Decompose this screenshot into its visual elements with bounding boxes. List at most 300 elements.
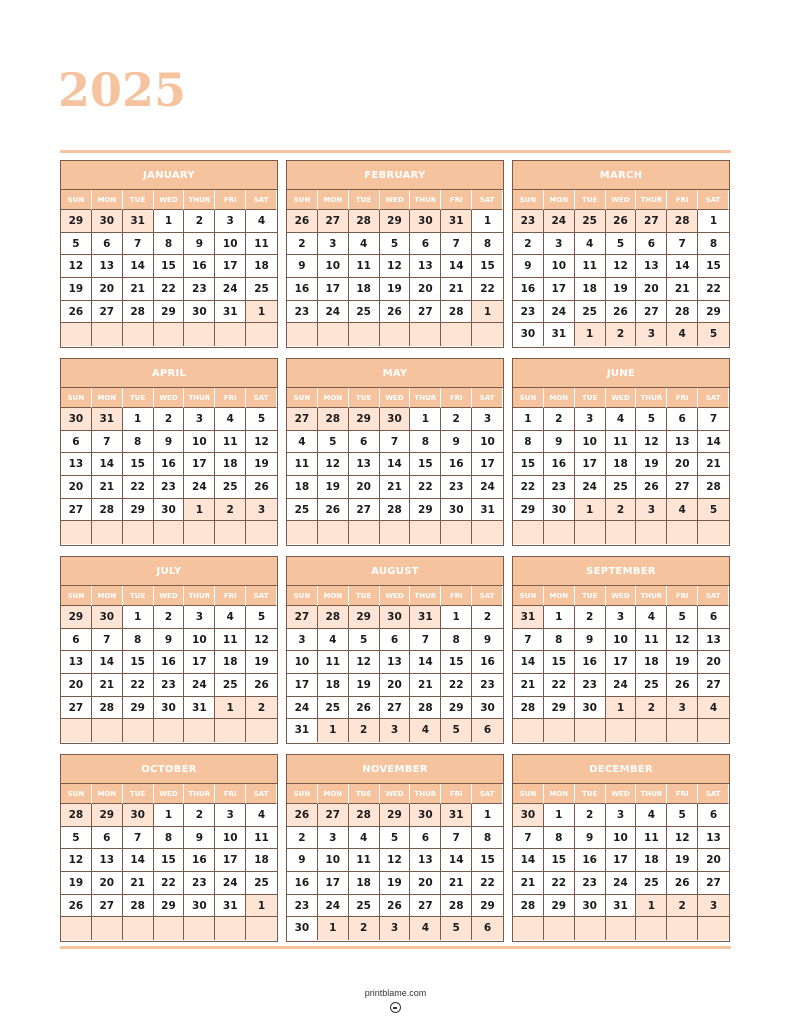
year-title: 2025 bbox=[58, 63, 187, 117]
day-cell: 28 bbox=[698, 476, 729, 499]
day-cell: 29 bbox=[513, 499, 544, 522]
weekday-header: SAT bbox=[246, 586, 277, 606]
day-grid bbox=[287, 388, 503, 544]
day-cell: 11 bbox=[246, 233, 277, 256]
day-cell: 14 bbox=[513, 849, 544, 872]
day-cell: 18 bbox=[246, 849, 277, 872]
month-title: APRIL bbox=[61, 359, 277, 388]
adjacent-month-day: 29 bbox=[349, 606, 380, 629]
day-cell: 24 bbox=[184, 674, 215, 697]
day-cell: 2 bbox=[287, 233, 318, 256]
day-cell: 2 bbox=[575, 606, 606, 629]
empty-cell bbox=[513, 917, 544, 940]
day-grid bbox=[61, 190, 277, 346]
day-cell: 20 bbox=[410, 872, 441, 895]
day-cell: 3 bbox=[318, 827, 349, 850]
adjacent-month-day: 3 bbox=[636, 323, 667, 346]
day-cell: 20 bbox=[698, 849, 729, 872]
day-cell: 9 bbox=[287, 255, 318, 278]
day-cell: 16 bbox=[154, 453, 185, 476]
empty-cell bbox=[698, 521, 729, 544]
adjacent-month-day: 1 bbox=[636, 895, 667, 918]
empty-cell bbox=[61, 917, 92, 940]
day-cell: 31 bbox=[606, 895, 637, 918]
day-cell: 3 bbox=[287, 629, 318, 652]
weekday-header: WED bbox=[606, 190, 637, 210]
day-cell: 19 bbox=[667, 651, 698, 674]
day-cell: 18 bbox=[606, 453, 637, 476]
month-title: AUGUST bbox=[287, 557, 503, 586]
day-cell: 30 bbox=[472, 697, 503, 720]
month-title: NOVEMBER bbox=[287, 755, 503, 784]
day-cell: 23 bbox=[154, 674, 185, 697]
day-cell: 26 bbox=[636, 476, 667, 499]
day-cell: 12 bbox=[636, 431, 667, 454]
empty-cell bbox=[698, 719, 729, 742]
day-cell: 14 bbox=[123, 255, 154, 278]
day-cell: 27 bbox=[380, 697, 411, 720]
day-cell: 15 bbox=[472, 255, 503, 278]
day-cell: 6 bbox=[92, 827, 123, 850]
adjacent-month-day: 31 bbox=[123, 210, 154, 233]
day-cell: 8 bbox=[472, 827, 503, 850]
weekday-header: SAT bbox=[246, 784, 277, 804]
weekday-header: TUE bbox=[349, 388, 380, 408]
adjacent-month-day: 5 bbox=[441, 719, 472, 742]
month-april bbox=[60, 358, 278, 546]
day-cell: 16 bbox=[513, 278, 544, 301]
empty-cell bbox=[636, 719, 667, 742]
day-cell: 8 bbox=[544, 827, 575, 850]
day-cell: 28 bbox=[410, 697, 441, 720]
day-cell: 19 bbox=[606, 278, 637, 301]
weekday-header: TUE bbox=[123, 388, 154, 408]
day-cell: 26 bbox=[667, 674, 698, 697]
day-cell: 8 bbox=[698, 233, 729, 256]
day-cell: 16 bbox=[184, 849, 215, 872]
empty-cell bbox=[246, 521, 277, 544]
day-cell: 3 bbox=[318, 233, 349, 256]
day-cell: 27 bbox=[349, 499, 380, 522]
weekday-header: TUE bbox=[123, 784, 154, 804]
day-cell: 24 bbox=[606, 872, 637, 895]
day-cell: 7 bbox=[380, 431, 411, 454]
day-cell: 18 bbox=[318, 674, 349, 697]
day-cell: 7 bbox=[92, 629, 123, 652]
adjacent-month-day: 28 bbox=[318, 408, 349, 431]
day-cell: 2 bbox=[154, 408, 185, 431]
day-cell: 19 bbox=[61, 872, 92, 895]
day-cell: 27 bbox=[410, 301, 441, 324]
day-cell: 10 bbox=[184, 629, 215, 652]
day-cell: 28 bbox=[513, 895, 544, 918]
day-cell: 3 bbox=[606, 804, 637, 827]
day-cell: 26 bbox=[246, 674, 277, 697]
weekday-header: TUE bbox=[575, 388, 606, 408]
day-cell: 15 bbox=[698, 255, 729, 278]
day-cell: 20 bbox=[636, 278, 667, 301]
day-cell: 13 bbox=[698, 629, 729, 652]
day-cell: 1 bbox=[441, 606, 472, 629]
day-cell: 19 bbox=[349, 674, 380, 697]
day-cell: 8 bbox=[154, 233, 185, 256]
weekday-header: TUE bbox=[349, 784, 380, 804]
weekday-header: TUE bbox=[349, 190, 380, 210]
empty-cell bbox=[184, 719, 215, 742]
weekday-header: THUR bbox=[636, 190, 667, 210]
weekday-header: SUN bbox=[287, 388, 318, 408]
day-cell: 31 bbox=[215, 895, 246, 918]
day-cell: 21 bbox=[380, 476, 411, 499]
day-cell: 4 bbox=[318, 629, 349, 652]
day-cell: 24 bbox=[472, 476, 503, 499]
day-cell: 26 bbox=[380, 895, 411, 918]
adjacent-month-day: 29 bbox=[61, 210, 92, 233]
weekday-header: SUN bbox=[61, 190, 92, 210]
weekday-header: FRI bbox=[441, 388, 472, 408]
weekday-header: SAT bbox=[698, 784, 729, 804]
day-cell: 20 bbox=[410, 278, 441, 301]
day-cell: 16 bbox=[544, 453, 575, 476]
day-cell: 7 bbox=[667, 233, 698, 256]
day-cell: 2 bbox=[287, 827, 318, 850]
day-cell: 27 bbox=[698, 674, 729, 697]
weekday-header: SUN bbox=[513, 388, 544, 408]
adjacent-month-day: 28 bbox=[349, 804, 380, 827]
day-grid bbox=[287, 586, 503, 742]
day-cell: 8 bbox=[123, 431, 154, 454]
day-cell: 12 bbox=[349, 651, 380, 674]
day-cell: 25 bbox=[215, 476, 246, 499]
day-cell: 6 bbox=[349, 431, 380, 454]
adjacent-month-day: 4 bbox=[410, 917, 441, 940]
day-cell: 24 bbox=[287, 697, 318, 720]
day-cell: 19 bbox=[246, 651, 277, 674]
day-cell: 12 bbox=[667, 629, 698, 652]
footer-site[interactable]: printblame.com bbox=[364, 988, 427, 998]
day-cell: 17 bbox=[318, 872, 349, 895]
weekday-header: SUN bbox=[61, 586, 92, 606]
empty-cell bbox=[215, 323, 246, 346]
day-cell: 22 bbox=[123, 476, 154, 499]
day-cell: 9 bbox=[184, 233, 215, 256]
day-grid bbox=[513, 388, 729, 544]
empty-cell bbox=[123, 521, 154, 544]
day-cell: 28 bbox=[380, 499, 411, 522]
day-cell: 23 bbox=[472, 674, 503, 697]
day-cell: 22 bbox=[472, 278, 503, 301]
weekday-header: FRI bbox=[667, 586, 698, 606]
day-cell: 23 bbox=[184, 872, 215, 895]
day-cell: 21 bbox=[92, 476, 123, 499]
day-cell: 17 bbox=[184, 651, 215, 674]
adjacent-month-day: 3 bbox=[636, 499, 667, 522]
day-cell: 30 bbox=[154, 697, 185, 720]
day-cell: 15 bbox=[472, 849, 503, 872]
day-cell: 3 bbox=[215, 804, 246, 827]
day-cell: 24 bbox=[318, 895, 349, 918]
day-cell: 11 bbox=[575, 255, 606, 278]
day-cell: 1 bbox=[472, 210, 503, 233]
adjacent-month-day: 31 bbox=[513, 606, 544, 629]
empty-cell bbox=[246, 323, 277, 346]
empty-cell bbox=[575, 719, 606, 742]
day-cell: 4 bbox=[287, 431, 318, 454]
day-cell: 30 bbox=[154, 499, 185, 522]
adjacent-month-day: 3 bbox=[698, 895, 729, 918]
day-cell: 30 bbox=[184, 895, 215, 918]
weekday-header: WED bbox=[154, 388, 185, 408]
empty-cell bbox=[184, 323, 215, 346]
weekday-header: THUR bbox=[410, 388, 441, 408]
day-cell: 23 bbox=[184, 278, 215, 301]
empty-cell bbox=[349, 521, 380, 544]
day-cell: 10 bbox=[606, 629, 637, 652]
day-cell: 10 bbox=[318, 849, 349, 872]
empty-cell bbox=[287, 323, 318, 346]
day-cell: 16 bbox=[441, 453, 472, 476]
day-cell: 22 bbox=[154, 278, 185, 301]
day-cell: 6 bbox=[410, 233, 441, 256]
empty-cell bbox=[380, 521, 411, 544]
day-cell: 10 bbox=[184, 431, 215, 454]
day-cell: 13 bbox=[636, 255, 667, 278]
adjacent-month-day: 23 bbox=[513, 210, 544, 233]
day-cell: 3 bbox=[184, 408, 215, 431]
day-cell: 28 bbox=[92, 697, 123, 720]
day-cell: 14 bbox=[123, 849, 154, 872]
day-cell: 21 bbox=[441, 872, 472, 895]
day-cell: 7 bbox=[410, 629, 441, 652]
day-cell: 15 bbox=[154, 255, 185, 278]
day-cell: 11 bbox=[349, 255, 380, 278]
empty-cell bbox=[698, 917, 729, 940]
adjacent-month-day: 1 bbox=[215, 697, 246, 720]
weekday-header: FRI bbox=[441, 190, 472, 210]
weekday-header: FRI bbox=[667, 784, 698, 804]
weekday-header: THUR bbox=[636, 586, 667, 606]
weekday-header: SUN bbox=[287, 586, 318, 606]
day-cell: 11 bbox=[287, 453, 318, 476]
adjacent-month-day: 3 bbox=[380, 917, 411, 940]
empty-cell bbox=[92, 917, 123, 940]
weekday-header: MON bbox=[318, 190, 349, 210]
day-cell: 26 bbox=[61, 301, 92, 324]
day-cell: 14 bbox=[92, 453, 123, 476]
adjacent-month-day: 27 bbox=[318, 804, 349, 827]
weekday-header: THUR bbox=[636, 784, 667, 804]
empty-cell bbox=[667, 917, 698, 940]
adjacent-month-day: 27 bbox=[287, 606, 318, 629]
empty-cell bbox=[61, 719, 92, 742]
month-june bbox=[512, 358, 730, 546]
day-cell: 14 bbox=[441, 849, 472, 872]
empty-cell bbox=[154, 521, 185, 544]
day-grid bbox=[61, 586, 277, 742]
adjacent-month-day: 4 bbox=[667, 499, 698, 522]
adjacent-month-day: 26 bbox=[287, 804, 318, 827]
day-cell: 19 bbox=[380, 872, 411, 895]
adjacent-month-day: 2 bbox=[349, 719, 380, 742]
day-cell: 18 bbox=[246, 255, 277, 278]
day-cell: 20 bbox=[61, 674, 92, 697]
adjacent-month-day: 2 bbox=[349, 917, 380, 940]
empty-cell bbox=[92, 323, 123, 346]
weekday-header: MON bbox=[544, 586, 575, 606]
adjacent-month-day: 1 bbox=[575, 499, 606, 522]
empty-cell bbox=[287, 521, 318, 544]
day-cell: 16 bbox=[287, 872, 318, 895]
day-cell: 9 bbox=[154, 629, 185, 652]
day-cell: 21 bbox=[698, 453, 729, 476]
day-cell: 27 bbox=[61, 499, 92, 522]
day-grid bbox=[513, 784, 729, 940]
weekday-header: FRI bbox=[215, 388, 246, 408]
day-cell: 28 bbox=[513, 697, 544, 720]
day-cell: 29 bbox=[123, 697, 154, 720]
day-cell: 20 bbox=[61, 476, 92, 499]
day-cell: 6 bbox=[380, 629, 411, 652]
day-cell: 13 bbox=[380, 651, 411, 674]
empty-cell bbox=[544, 521, 575, 544]
day-cell: 3 bbox=[184, 606, 215, 629]
weekday-header: TUE bbox=[349, 586, 380, 606]
day-cell: 28 bbox=[92, 499, 123, 522]
month-february bbox=[286, 160, 504, 348]
day-cell: 26 bbox=[318, 499, 349, 522]
day-cell: 5 bbox=[606, 233, 637, 256]
day-cell: 15 bbox=[410, 453, 441, 476]
day-grid bbox=[287, 784, 503, 940]
day-cell: 8 bbox=[123, 629, 154, 652]
day-cell: 22 bbox=[513, 476, 544, 499]
day-cell: 25 bbox=[318, 697, 349, 720]
adjacent-month-day: 1 bbox=[575, 323, 606, 346]
empty-cell bbox=[318, 323, 349, 346]
weekday-header: WED bbox=[380, 586, 411, 606]
day-cell: 15 bbox=[154, 849, 185, 872]
day-cell: 5 bbox=[349, 629, 380, 652]
day-cell: 18 bbox=[636, 651, 667, 674]
day-cell: 25 bbox=[287, 499, 318, 522]
day-cell: 1 bbox=[544, 804, 575, 827]
day-cell: 31 bbox=[184, 697, 215, 720]
empty-cell bbox=[154, 917, 185, 940]
empty-cell bbox=[441, 521, 472, 544]
adjacent-month-day: 29 bbox=[380, 804, 411, 827]
day-cell: 12 bbox=[380, 849, 411, 872]
day-cell: 7 bbox=[698, 408, 729, 431]
adjacent-month-day: 26 bbox=[606, 210, 637, 233]
day-cell: 28 bbox=[441, 895, 472, 918]
day-cell: 14 bbox=[380, 453, 411, 476]
weekday-header: MON bbox=[544, 190, 575, 210]
day-cell: 2 bbox=[184, 804, 215, 827]
month-march bbox=[512, 160, 730, 348]
day-cell: 20 bbox=[92, 278, 123, 301]
adjacent-month-day: 31 bbox=[441, 804, 472, 827]
day-cell: 17 bbox=[606, 849, 637, 872]
day-cell: 15 bbox=[123, 651, 154, 674]
day-cell: 4 bbox=[215, 606, 246, 629]
month-title: JANUARY bbox=[61, 161, 277, 190]
day-cell: 10 bbox=[472, 431, 503, 454]
day-cell: 27 bbox=[698, 872, 729, 895]
day-cell: 25 bbox=[215, 674, 246, 697]
day-cell: 7 bbox=[92, 431, 123, 454]
empty-cell bbox=[606, 917, 637, 940]
weekday-header: MON bbox=[318, 388, 349, 408]
day-cell: 10 bbox=[215, 827, 246, 850]
day-cell: 18 bbox=[287, 476, 318, 499]
weekday-header: SAT bbox=[246, 190, 277, 210]
day-cell: 9 bbox=[513, 255, 544, 278]
adjacent-month-day: 30 bbox=[410, 210, 441, 233]
weekday-header: WED bbox=[380, 388, 411, 408]
day-cell: 20 bbox=[349, 476, 380, 499]
day-cell: 29 bbox=[154, 895, 185, 918]
day-cell: 4 bbox=[246, 210, 277, 233]
day-cell: 11 bbox=[215, 431, 246, 454]
weekday-header: WED bbox=[606, 388, 637, 408]
weekday-header: THUR bbox=[184, 190, 215, 210]
day-cell: 14 bbox=[410, 651, 441, 674]
day-cell: 16 bbox=[154, 651, 185, 674]
day-cell: 24 bbox=[318, 301, 349, 324]
weekday-header: TUE bbox=[123, 190, 154, 210]
day-cell: 1 bbox=[698, 210, 729, 233]
day-cell: 7 bbox=[123, 233, 154, 256]
day-cell: 4 bbox=[636, 606, 667, 629]
weekday-header: FRI bbox=[441, 586, 472, 606]
day-cell: 19 bbox=[636, 453, 667, 476]
day-cell: 6 bbox=[410, 827, 441, 850]
day-cell: 9 bbox=[575, 629, 606, 652]
day-cell: 8 bbox=[441, 629, 472, 652]
day-cell: 8 bbox=[154, 827, 185, 850]
adjacent-month-day: 28 bbox=[667, 210, 698, 233]
empty-cell bbox=[575, 917, 606, 940]
weekday-header: FRI bbox=[215, 190, 246, 210]
adjacent-month-day: 31 bbox=[92, 408, 123, 431]
empty-cell bbox=[667, 521, 698, 544]
empty-cell bbox=[513, 521, 544, 544]
adjacent-month-day: 2 bbox=[667, 895, 698, 918]
day-cell: 2 bbox=[184, 210, 215, 233]
day-cell: 24 bbox=[184, 476, 215, 499]
day-cell: 21 bbox=[667, 278, 698, 301]
day-cell: 2 bbox=[544, 408, 575, 431]
day-cell: 24 bbox=[544, 301, 575, 324]
adjacent-month-day: 31 bbox=[441, 210, 472, 233]
day-cell: 13 bbox=[61, 453, 92, 476]
weekday-header: MON bbox=[92, 586, 123, 606]
day-cell: 29 bbox=[123, 499, 154, 522]
month-october bbox=[60, 754, 278, 942]
day-cell: 6 bbox=[61, 629, 92, 652]
empty-cell bbox=[246, 917, 277, 940]
day-cell: 14 bbox=[698, 431, 729, 454]
day-cell: 24 bbox=[575, 476, 606, 499]
month-title: MARCH bbox=[513, 161, 729, 190]
weekday-header: SUN bbox=[61, 388, 92, 408]
month-december bbox=[512, 754, 730, 942]
weekday-header: SAT bbox=[698, 586, 729, 606]
day-cell: 17 bbox=[544, 278, 575, 301]
day-grid bbox=[287, 190, 503, 346]
day-cell: 1 bbox=[472, 804, 503, 827]
day-cell: 9 bbox=[154, 431, 185, 454]
